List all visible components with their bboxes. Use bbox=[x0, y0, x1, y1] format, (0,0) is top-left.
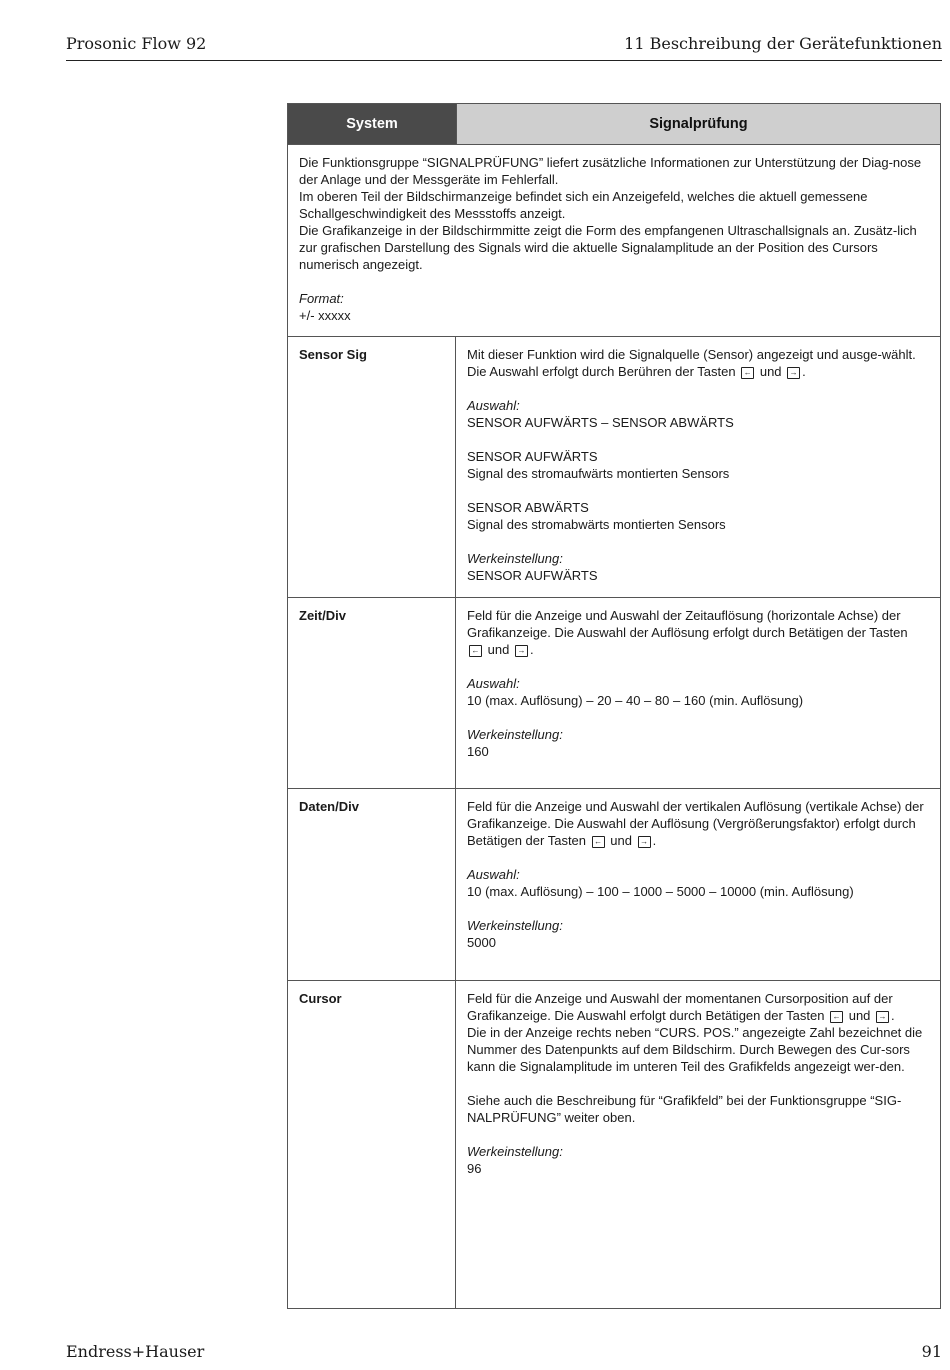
header-group: Signalprüfung bbox=[457, 104, 940, 144]
right-arrow-key-icon: → bbox=[876, 1011, 889, 1023]
default-label: Werkeinstellung: bbox=[467, 727, 563, 742]
intro-paragraph: Die Grafikanzeige in der Bildschirmmitte zeigt die Form des empfangenen Ultraschallsignals an. Zusätz-lich zur grafischen Darstellung des Signals wird die aktuelle Signalamplitude an der Position des Cursors numerisch angezeigt. bbox=[299, 223, 917, 272]
row-label: Sensor Sig bbox=[288, 337, 456, 597]
default-label: Werkeinstellung: bbox=[467, 918, 563, 933]
row-content bbox=[456, 598, 940, 788]
document-title: Prosonic Flow 92 bbox=[66, 34, 207, 53]
row-description-detail: Die in der Anzeige rechts neben “CURS. POS.” angezeigte Zahl bezeichnet die Nummer des Datenpunkts auf dem Bildschirm. Durch Bewegen des Cur-sors kann die Signalamplitude im unteren Teil des Grafikfelds angezeigt wer-den. bbox=[467, 1025, 923, 1074]
table-header bbox=[288, 104, 940, 145]
row-label: Cursor bbox=[288, 981, 456, 1308]
right-arrow-key-icon: → bbox=[638, 836, 651, 848]
default-label: Werkeinstellung: bbox=[467, 1144, 563, 1159]
footer-brand: Endress+Hauser bbox=[66, 1342, 205, 1361]
table-row bbox=[288, 337, 940, 598]
option-description: Signal des stromabwärts montierten Sensors bbox=[467, 517, 726, 532]
row-content bbox=[456, 789, 940, 980]
row-label: Zeit/Div bbox=[288, 598, 456, 788]
left-arrow-key-icon: ← bbox=[741, 367, 754, 379]
default-value: SENSOR AUFWÄRTS bbox=[467, 568, 598, 583]
table-row bbox=[288, 789, 940, 981]
row-content bbox=[456, 981, 940, 1308]
right-arrow-key-icon: → bbox=[515, 645, 528, 657]
auswahl-label: Auswahl: bbox=[467, 398, 520, 413]
option-title: SENSOR ABWÄRTS bbox=[467, 500, 589, 515]
left-arrow-key-icon: ← bbox=[830, 1011, 843, 1023]
default-value: 160 bbox=[467, 744, 489, 759]
row-description: Feld für die Anzeige und Auswahl der Zeitauflösung (horizontale Achse) der Grafikanzeige. Die Auswahl der Auflösung erfolgt durch Betätigen der Tasten ← und → . bbox=[467, 608, 908, 657]
table-row bbox=[288, 598, 940, 789]
auswahl-value: 10 (max. Auflösung) – 100 – 1000 – 5000 – 10000 (min. Auflösung) bbox=[467, 884, 854, 899]
intro-paragraph: Im oberen Teil der Bildschirmanzeige befindet sich ein Anzeigefeld, welches die aktuell gemessene Schallgeschwindigkeit des Messstoffs anzeigt. bbox=[299, 189, 868, 221]
see-also-note: Siehe auch die Beschreibung für “Grafikfeld” bei der Funktionsgruppe “SIG-NALPRÜFUNG” weiter oben. bbox=[467, 1093, 902, 1125]
table-row bbox=[288, 981, 940, 1308]
function-table bbox=[287, 103, 941, 1309]
page-header bbox=[66, 34, 942, 61]
left-arrow-key-icon: ← bbox=[469, 645, 482, 657]
auswahl-value: 10 (max. Auflösung) – 20 – 40 – 80 – 160 (min. Auflösung) bbox=[467, 693, 804, 708]
left-arrow-key-icon: ← bbox=[592, 836, 605, 848]
row-label: Daten/Div bbox=[288, 789, 456, 980]
default-value: 96 bbox=[467, 1161, 482, 1176]
row-description: Feld für die Anzeige und Auswahl der vertikalen Auflösung (vertikale Achse) der Grafikanzeige. Die Auswahl der Auflösung (Vergrößerungsfaktor) erfolgt durch Betätigen der Tasten ← und → . bbox=[467, 799, 924, 848]
header-system: System bbox=[288, 104, 457, 144]
default-label: Werkeinstellung: bbox=[467, 551, 563, 566]
default-value: 5000 bbox=[467, 935, 496, 950]
chapter-title: 11 Beschreibung der Gerätefunktionen bbox=[624, 34, 942, 53]
format-label: Format: bbox=[299, 291, 344, 306]
option-description: Signal des stromaufwärts montierten Sensors bbox=[467, 466, 730, 481]
format-value: +/- xxxxx bbox=[299, 308, 351, 323]
row-content bbox=[456, 337, 940, 597]
page-number: 91 bbox=[921, 1342, 942, 1361]
option-title: SENSOR AUFWÄRTS bbox=[467, 449, 598, 464]
right-arrow-key-icon: → bbox=[787, 367, 800, 379]
auswahl-value: SENSOR AUFWÄRTS – SENSOR ABWÄRTS bbox=[467, 415, 734, 430]
row-description: Feld für die Anzeige und Auswahl der momentanen Cursorposition auf der Grafikanzeige. Die Auswahl erfolgt durch Betätigen der Tasten ← und → . bbox=[467, 991, 895, 1023]
intro-paragraph: Die Funktionsgruppe “SIGNALPRÜFUNG” liefert zusätzliche Informationen zur Unterstützung der Diag-nose der Anlage und der Messgeräte im Fehlerfall. bbox=[299, 155, 922, 187]
auswahl-label: Auswahl: bbox=[467, 867, 520, 882]
group-intro bbox=[288, 145, 940, 337]
row-description: Mit dieser Funktion wird die Signalquelle (Sensor) angezeigt und ausge-wählt. Die Auswahl erfolgt durch Berühren der Tasten ← und → . bbox=[467, 347, 916, 379]
auswahl-label: Auswahl: bbox=[467, 676, 520, 691]
